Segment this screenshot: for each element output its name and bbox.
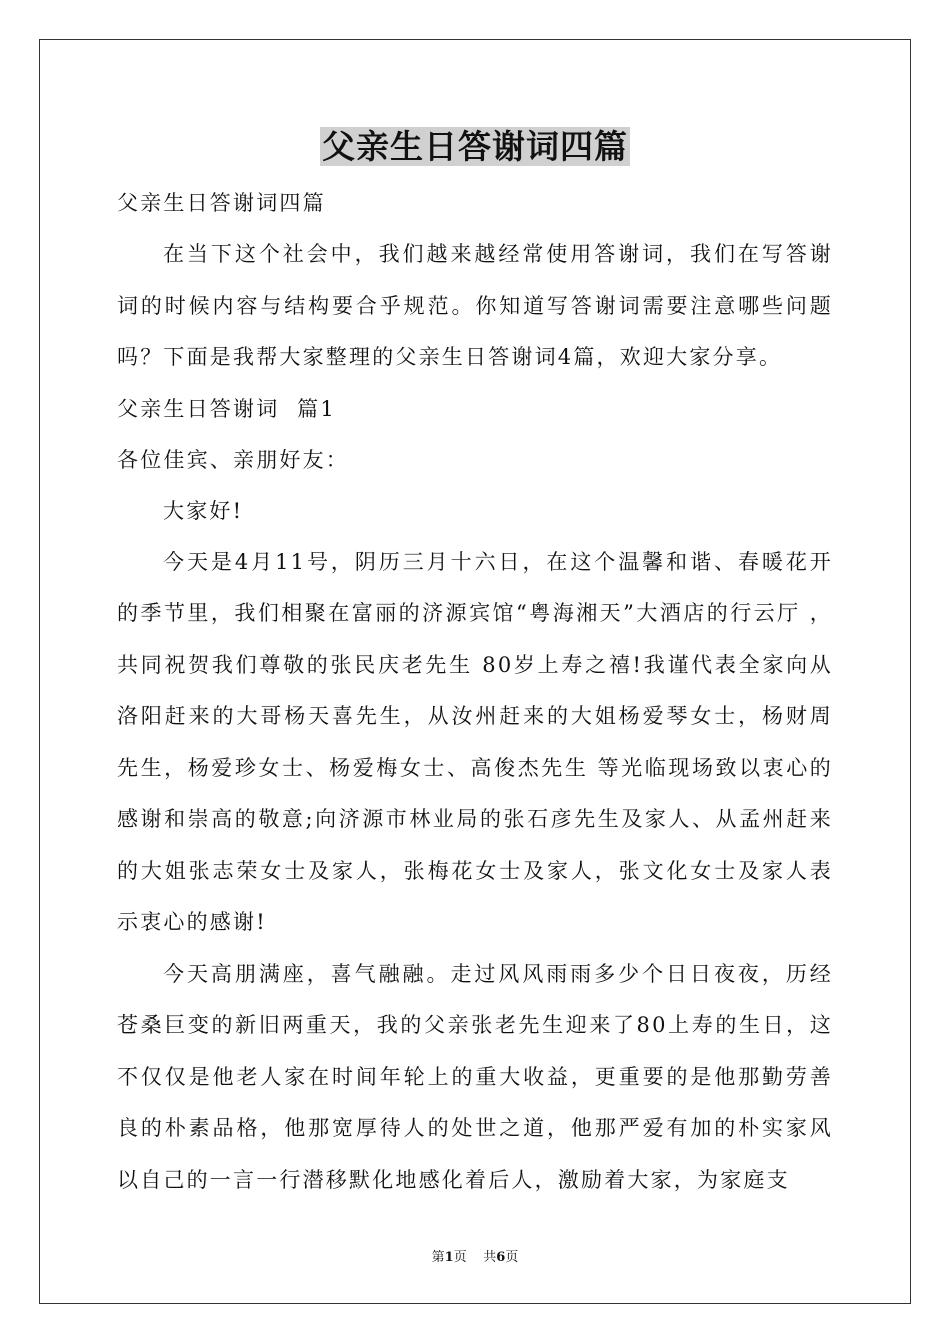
page-footer — [0, 1246, 950, 1265]
document-title — [0, 126, 950, 168]
body-paragraph-2: 今天高朋满座，喜气融融。走过风风雨雨多少个日日夜夜，历经苍桑巨变的新旧两重天，我的父亲张老先生迎来了80上寿的生日，这不仅仅是他老人家在时间年轮上的重大收益，更重要的是他那勤劳善良的朴素品格，他那宽厚待人的处世之道，他那严爱有加的朴实家风以自己的一言一行潜移默化地感化着后人，激励着大家，为家庭支 — [117, 961, 833, 1192]
subtitle: 父亲生日答谢词四篇 — [117, 191, 326, 215]
page-number: 1 — [444, 1250, 454, 1265]
document-body — [117, 178, 833, 1206]
salutation: 各位佳宾、亲朋好友： — [117, 447, 349, 472]
greeting: 大家好! — [163, 498, 244, 523]
total-prefix: 共 — [483, 1250, 497, 1265]
total-suffix: 页 — [505, 1250, 519, 1265]
intro-paragraph: 在当下这个社会中，我们越来越经常使用答谢词，我们在写答谢词的时候内容与结构要合乎规范。你知道写答谢词需要注意哪些问题吗？下面是我帮大家整理的父亲生日答谢词4篇，欢迎大家分享。 — [117, 242, 833, 369]
page-prefix: 第 — [431, 1250, 445, 1265]
total-pages: 6 — [496, 1250, 506, 1265]
document-title-text: 父亲生日答谢词四篇 — [322, 127, 628, 166]
page-suffix: 页 — [453, 1250, 467, 1265]
section-heading: 父亲生日答谢词 篇1 — [117, 396, 336, 421]
body-paragraph-1: 今天是4月11号，阴历三月十六日，在这个温馨和谐、春暖花开的季节里，我们相聚在富丽的济源宾馆“粤海湘天”大酒店的行云厅 ，共同祝贺我们尊敬的张民庆老先生 80岁上寿之禧!我谨代表全家向从洛阳赶来的大哥杨天喜先生，从汝州赶来的大姐杨爱琴女士，杨财周先生，杨爱珍女士、杨爱梅女士、高俊杰先生 等光临现场致以衷心的感谢和崇高的敬意;向济源市林业局的张石彦先生及家人、从孟州赶来的大姐张志荣女士及家人，张梅花女士及家人，张文化女士及家人表示衷心的感谢! — [117, 549, 833, 934]
